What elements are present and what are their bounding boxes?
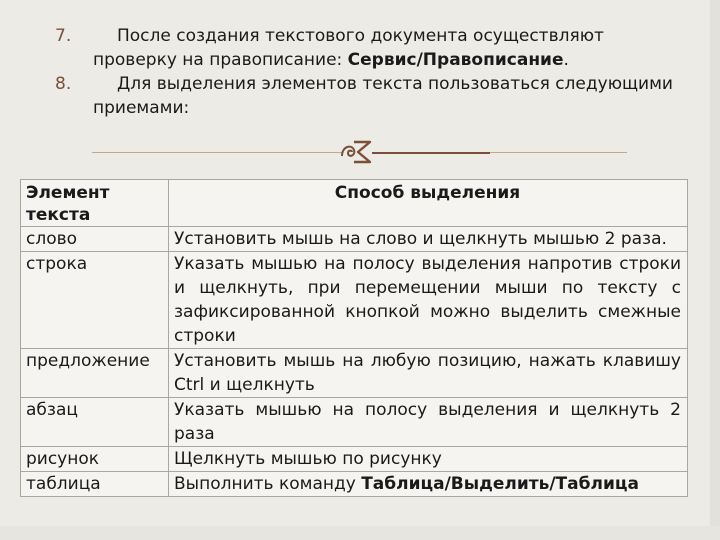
list-item-text: Для выделения элементов текста пользоваться следующими приемами: — [93, 74, 673, 118]
table-row — [21, 398, 688, 447]
list-item-7 — [55, 24, 685, 72]
list-number: 7. — [55, 26, 72, 46]
header-element: Элемент текста — [21, 180, 169, 227]
numbered-list — [55, 24, 685, 120]
list-number: 8. — [55, 74, 72, 94]
cell-element: рисунок — [21, 447, 169, 472]
cell-element: строка — [21, 252, 169, 349]
divider-left — [92, 152, 342, 153]
table-row — [21, 349, 688, 398]
list-item-text — [93, 24, 685, 72]
scroll-flourish-icon — [338, 136, 374, 166]
table-header-row — [21, 180, 688, 227]
list-item-8 — [55, 72, 685, 120]
menu-path-text: Сервис/Правописание — [347, 50, 564, 70]
cell-element: таблица — [21, 472, 169, 497]
cell-element: предложение — [21, 349, 169, 398]
table-row — [21, 447, 688, 472]
cell-element: слово — [21, 227, 169, 252]
menu-path-text: Таблица/Выделить/Таблица — [361, 474, 639, 494]
page-edge-bottom — [0, 526, 720, 540]
header-method: Способ выделения — [169, 180, 688, 227]
cell-method: Щелкнуть мышью по рисунку — [169, 447, 688, 472]
cell-method: Указать мышью на полосу выделения и щелкнуть 2 раза — [169, 398, 688, 447]
selection-methods-table — [20, 179, 688, 497]
cell-method — [169, 472, 688, 497]
divider-accent — [372, 152, 490, 154]
cell-method: Установить мышь на любую позицию, нажать клавишу Ctrl и щелкнуть — [169, 349, 688, 398]
list-text-part: . — [563, 50, 569, 70]
list-text-part: После создания текстового документа осуществляют проверку на правописание: — [93, 26, 604, 70]
method-text: Выполнить команду — [174, 474, 362, 494]
cell-method: Установить мышь на слово и щелкнуть мышью 2 раза. — [169, 227, 688, 252]
cell-element: абзац — [21, 398, 169, 447]
table-row — [21, 472, 688, 497]
page-edge-right — [710, 0, 720, 540]
table-row — [21, 252, 688, 349]
cell-method: Указать мышью на полосу выделения напротив строки и щелкнуть, при перемещении мыши по тексту с зафиксированной кнопкой можно выделить смежные строки — [169, 252, 688, 349]
table-row — [21, 227, 688, 252]
